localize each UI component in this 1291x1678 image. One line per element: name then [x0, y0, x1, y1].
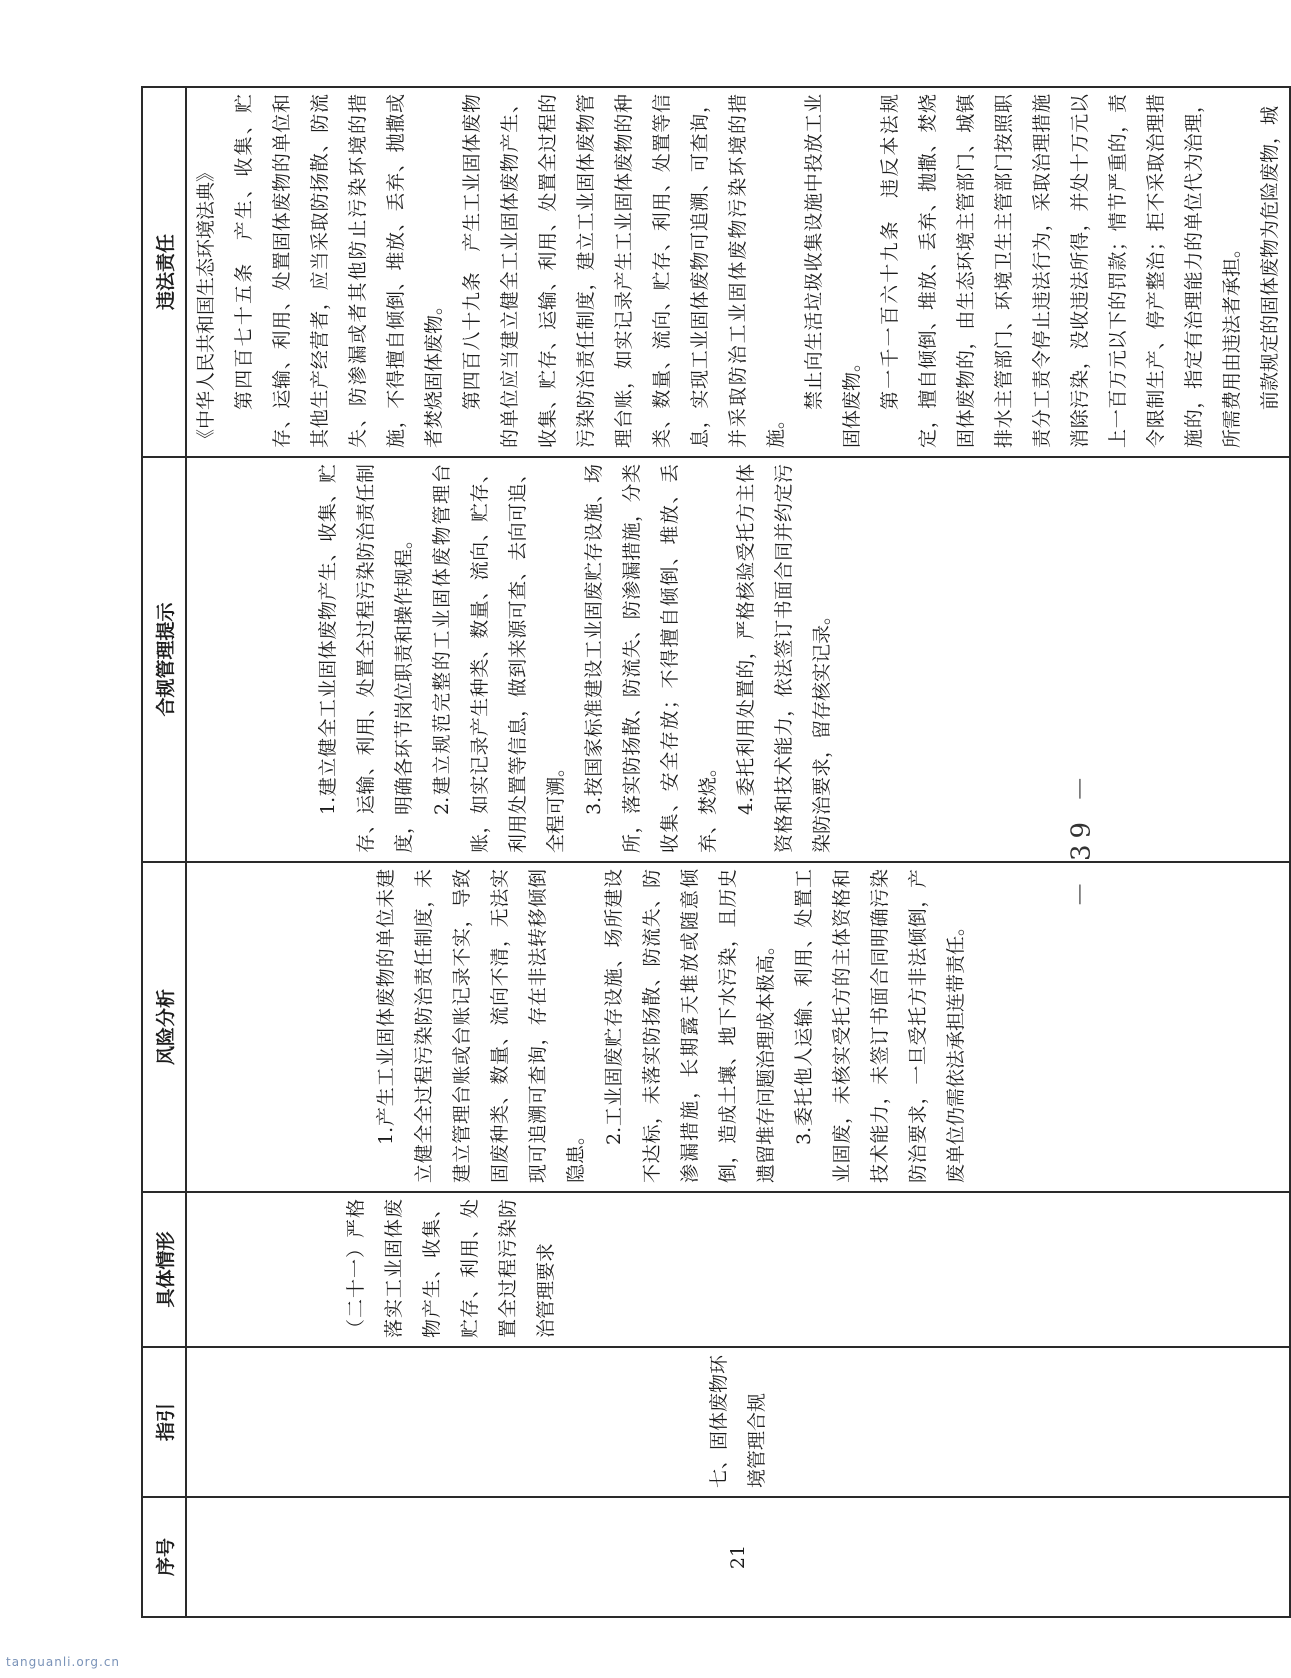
table-header-row [142, 87, 186, 1617]
law-title: 《中华人民共和国生态环境法典》 [195, 162, 217, 448]
cell-seq: 21 [186, 1497, 1290, 1617]
header-liability: 违法责任 [142, 87, 186, 457]
cell-guide [186, 1347, 1290, 1497]
law-article-3-cont: 前款规定的固体废物为危险废物，城 [1259, 105, 1281, 410]
risk-item-3: 3.委托他人运输、利用、处置工业固废，未核实受托方的主体资格和技术能力，未签订书面合同明确污染防治要求，一旦受托方非法倾倒，产废单位仍需依法承担连带责任。 [793, 869, 967, 1183]
header-guide: 指引 [142, 1347, 186, 1497]
law-article-2: 第四百八十九条 产生工业固体废物的单位应当建立健全工业固体废物产生、收集、贮存、运输、利用、处置全过程的污染防治责任制度，建立工业固体废物管理台账，如实记录产生工业固体废物的种类、数量、流向、贮存、利用、处置等信息，实现工业固体废物可追溯、可查询，并采取防治工业固体废物污染环境的措施。 [461, 94, 787, 448]
risk-item-2: 2.工业固废贮存设施、场所建设不达标，未落实防扬散、防流失、防渗漏措施，长期露天堆放或随意倾倒，造成土壤、地下水污染，且历史遗留堆存问题治理成本极高。 [603, 869, 777, 1183]
watermark: tanguanli.org.cn [6, 1655, 121, 1669]
table-row [186, 87, 1290, 1617]
tip-item-1: 1.建立健全工业固体废物产生、收集、贮存、运输、利用、处置全过程污染防治责任制度，明确各环节岗位职责和操作规程。 [317, 464, 415, 853]
page-number: － 39 － [1066, 769, 1097, 908]
cell-risk [186, 862, 1290, 1192]
tip-item-3: 3.按国家标准建设工业固废贮存设施、场所，落实防扬散、防流失、防渗漏措施，分类收集、安全存放；不得擅自倾倒、堆放、丢弃、焚烧。 [583, 464, 719, 853]
header-case: 具体情形 [142, 1192, 186, 1347]
case-text: （二十一）严格落实工业固体废物产生、收集、贮存、利用、处置全过程污染防治管理要求 [345, 1199, 557, 1338]
compliance-table [141, 86, 1291, 1618]
tip-item-4: 4.委托利用处置的，严格核验受托方主体资格和技术能力，依法签订书面合同并约定污染防治要求，留存核实记录。 [735, 464, 833, 853]
law-article-2-note: 禁止向生活垃圾收集设施中投放工业固体废物。 [803, 94, 863, 448]
cell-tips [186, 457, 1290, 862]
rotated-table-container [141, 88, 1281, 1618]
header-risk: 风险分析 [142, 862, 186, 1192]
guide-text: 七、固体废物环境管理合规 [708, 1354, 768, 1488]
law-article-1: 第四百七十五条 产生、收集、贮存、运输、利用、处置固体废物的单位和其他生产经营者，应当采取防扬散、防流失、防渗漏或者其他防止污染环境的措施，不得擅自倾倒、堆放、丢弃、抛撒或者焚烧固体废物。 [233, 94, 445, 448]
law-article-3: 第一千一百六十九条 违反本法规定，擅自倾倒、堆放、丢弃、抛撒、焚烧固体废物的，由生态环境主管部门、城镇排水主管部门、环境卫生主管部门按照职责分工责令停止违法行为，采取治理措施消除污染，没收违法所得，并处十万元以上一百万元以下的罚款；情节严重的，责令限制生产、停产整治；拒不采取治理措施的，指定有治理能力的单位代为治理，所需费用由违法者承担。 [879, 94, 1243, 448]
risk-item-1: 1.产生工业固体废物的单位未建立健全全过程污染防治责任制度，未建立管理台账或台账记录不实，导致固废种类、数量、流向不清，无法实现可追溯可查询，存在非法转移倾倒隐患。 [375, 869, 587, 1183]
tip-item-2: 2.建立规范完整的工业固体废物管理台账，如实记录产生种类、数量、流向、贮存、利用处置等信息，做到来源可查、去向可追、全程可溯。 [431, 464, 567, 853]
header-seq: 序号 [142, 1497, 186, 1617]
header-tips: 合规管理提示 [142, 457, 186, 862]
cell-case [186, 1192, 1290, 1347]
cell-liability [186, 87, 1290, 457]
